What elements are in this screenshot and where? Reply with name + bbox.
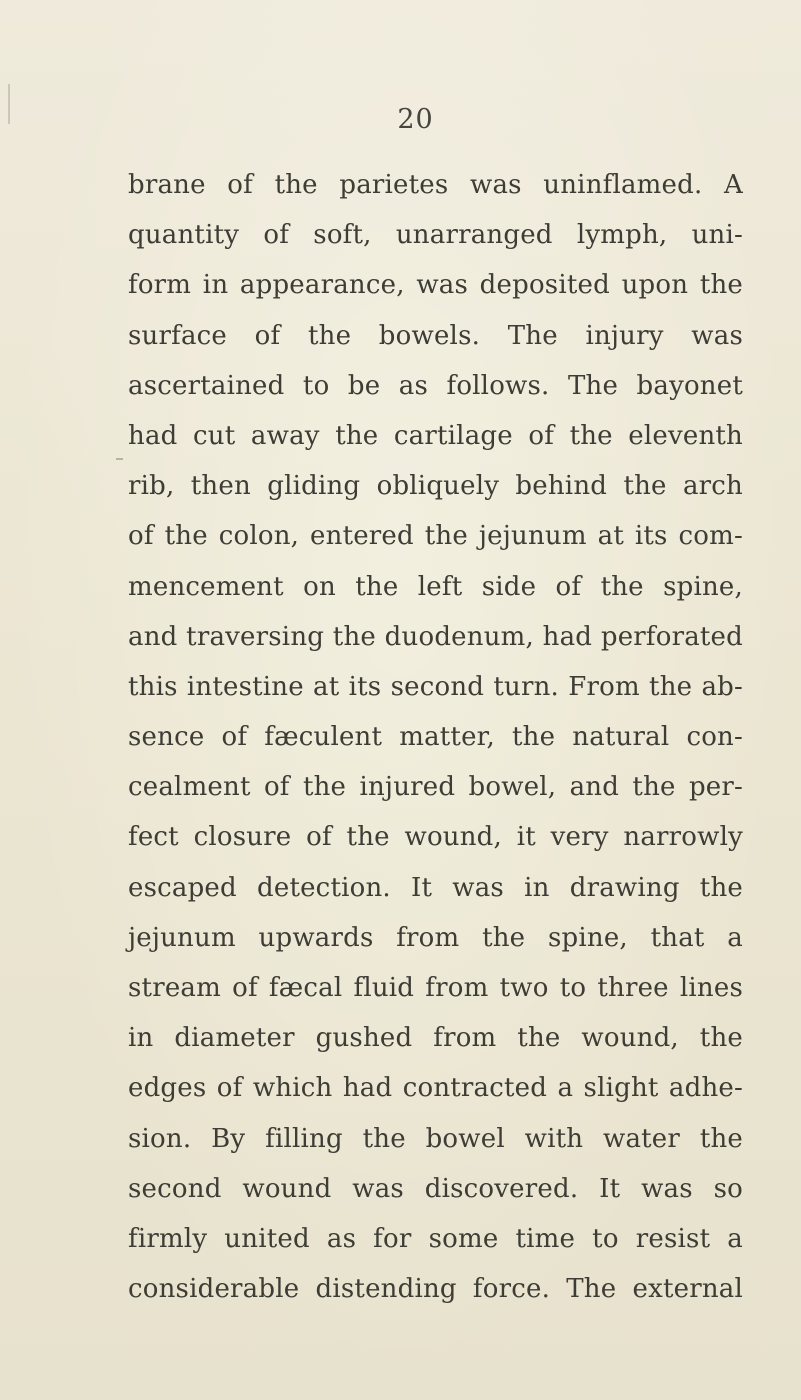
margin-dash xyxy=(116,458,123,460)
text-line: stream of fæcal fluid from two to three lines xyxy=(128,973,743,1003)
text-line: second wound was discovered. It was so xyxy=(128,1173,743,1204)
text-line: form in appearance, was deposited upon the xyxy=(128,270,743,301)
body-text xyxy=(128,160,743,1314)
text-line: brane of the parietes was uninflamed. A xyxy=(128,170,743,200)
text-line: surface of the bowels. The injury was xyxy=(128,320,743,351)
text-line: of the colon, entered the jejunum at its com- xyxy=(128,521,743,552)
text-line: had cut away the cartilage of the eleventh xyxy=(128,420,743,451)
text-line: escaped detection. It was in drawing the xyxy=(128,872,743,903)
text-line: considerable distending force. The external xyxy=(128,1274,743,1305)
text-line: jejunum upwards from the spine, that a xyxy=(128,922,743,953)
text-line: this intestine at its second turn. From the ab- xyxy=(128,671,743,702)
page-number: 20 xyxy=(397,104,434,135)
text-line: ascertained to be as follows. The bayonet xyxy=(128,370,743,401)
margin-mark xyxy=(8,84,10,124)
text-line: fect closure of the wound, it very narrowly xyxy=(128,822,743,853)
text-line: rib, then gliding obliquely behind the arch xyxy=(128,471,743,502)
text-line: firmly united as for some time to resist a xyxy=(128,1223,743,1254)
text-line: quantity of soft, unarranged lymph, uni- xyxy=(128,220,743,251)
text-line: cealment of the injured bowel, and the per- xyxy=(128,772,743,803)
text-line: sence of fæculent matter, the natural con- xyxy=(128,722,743,753)
text-line: edges of which had contracted a slight adhe- xyxy=(128,1073,743,1104)
text-line: and traversing the duodenum, had perforated xyxy=(128,621,743,652)
text-line: sion. By filling the bowel with water the xyxy=(128,1123,743,1154)
text-line: mencement on the left side of the spine, xyxy=(128,571,743,602)
text-line: in diameter gushed from the wound, the xyxy=(128,1023,743,1054)
